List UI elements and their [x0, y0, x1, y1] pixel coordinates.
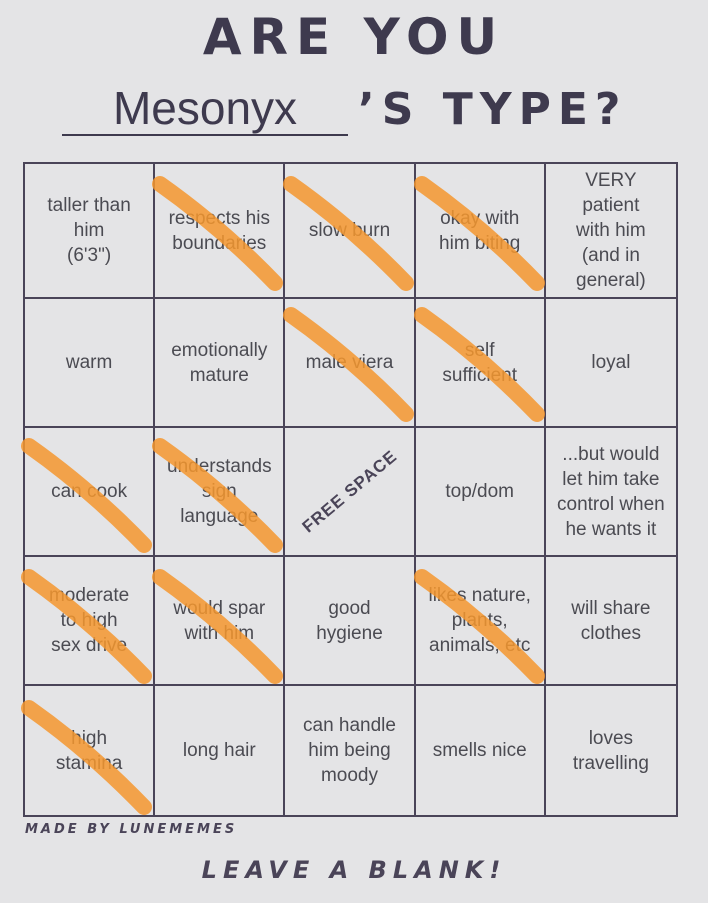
- bingo-cell-label: okay with him biting: [439, 207, 521, 254]
- bingo-cell[interactable]: [416, 686, 546, 815]
- bingo-cell-label: high stamina: [55, 727, 123, 774]
- bingo-cell[interactable]: [546, 686, 676, 815]
- bingo-cell-label: top/dom: [445, 481, 515, 502]
- credit-text: MADE BY LUNEMEMES: [25, 822, 238, 837]
- bingo-cell-label: long hair: [182, 740, 256, 761]
- bingo-cell[interactable]: [25, 299, 155, 428]
- footer-text: LEAVE A BLANK!: [201, 856, 507, 884]
- bingo-cell-label: VERY patient with him (and in general): [576, 170, 646, 291]
- title-suffix: ’S TYPE?: [358, 84, 628, 135]
- bingo-cell-label: loyal: [591, 352, 631, 373]
- bingo-cell-label: will share clothes: [571, 597, 651, 644]
- bingo-cell[interactable]: [416, 299, 546, 428]
- bingo-cell[interactable]: [155, 428, 285, 557]
- bingo-cell[interactable]: [25, 164, 155, 299]
- bingo-cell[interactable]: [155, 557, 285, 686]
- bingo-cell-label: likes nature, plants, animals, etc: [428, 585, 531, 656]
- bingo-cell[interactable]: [155, 299, 285, 428]
- bingo-cell[interactable]: [25, 428, 155, 557]
- bingo-cell-label: can handle him being moody: [303, 715, 396, 786]
- bingo-cell[interactable]: [25, 686, 155, 815]
- bingo-cell[interactable]: [546, 299, 676, 428]
- bingo-cell-label: male viera: [305, 352, 394, 373]
- bingo-grid: [23, 162, 678, 817]
- title-line-1: ARE YOU: [202, 8, 506, 66]
- bingo-cell[interactable]: [285, 686, 415, 815]
- free-space-cell[interactable]: [285, 428, 415, 557]
- bingo-cell[interactable]: [285, 299, 415, 428]
- bingo-cell[interactable]: [416, 428, 546, 557]
- bingo-cell-label: smells nice: [432, 740, 527, 761]
- bingo-cell-label: taller than him (6'3"): [47, 195, 131, 266]
- bingo-cell[interactable]: [285, 557, 415, 686]
- bingo-cell[interactable]: [546, 557, 676, 686]
- bingo-cell-label: emotionally mature: [171, 339, 268, 386]
- bingo-cell[interactable]: [155, 164, 285, 299]
- bingo-cell-label: loves travelling: [572, 727, 649, 774]
- bingo-cell-label: moderate to high sex drive: [48, 585, 130, 656]
- bingo-cell[interactable]: [155, 686, 285, 815]
- bingo-cell-label: self sufficient: [442, 339, 518, 386]
- bingo-cell[interactable]: [416, 164, 546, 299]
- bingo-cell[interactable]: [416, 557, 546, 686]
- bingo-cell-label: slow burn: [308, 220, 391, 241]
- title-line-2: [62, 76, 627, 136]
- bingo-cell-label: would spar with him: [173, 597, 266, 644]
- free-space-label: FREE SPACE: [298, 446, 401, 537]
- name-blank[interactable]: Mesonyx: [62, 82, 348, 136]
- bingo-cell-label: ...but would let him take control when he wants it: [557, 443, 665, 540]
- bingo-cell-label: can cook: [51, 481, 128, 502]
- bingo-cell[interactable]: [546, 428, 676, 557]
- bingo-cell-label: warm: [65, 352, 113, 373]
- bingo-cell[interactable]: [285, 164, 415, 299]
- bingo-cell-label: good hygiene: [316, 597, 383, 644]
- bingo-cell-label: respects his boundaries: [168, 207, 270, 254]
- bingo-cell[interactable]: [546, 164, 676, 299]
- bingo-cell-label: understands sign language: [167, 456, 272, 527]
- bingo-cell[interactable]: [25, 557, 155, 686]
